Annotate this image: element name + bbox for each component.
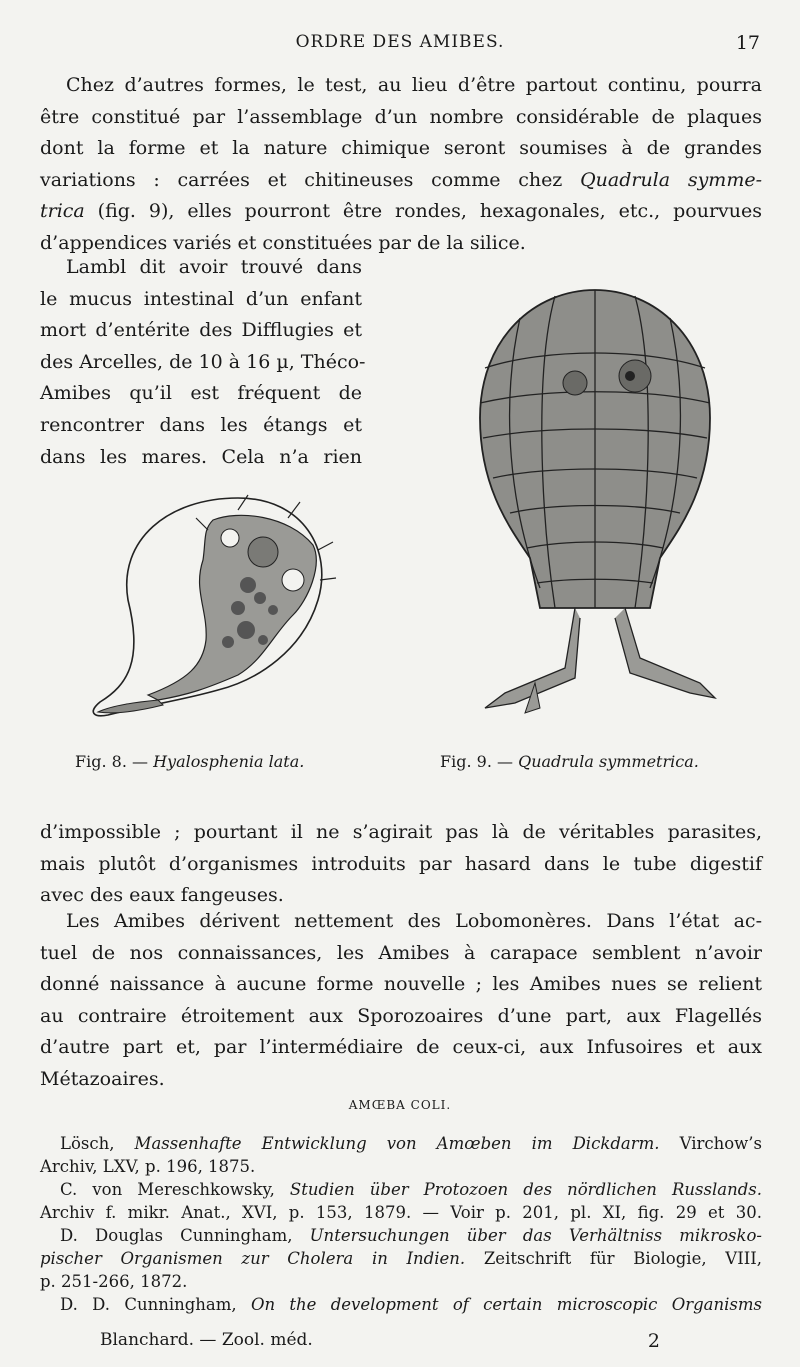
text-line bbox=[40, 165, 762, 197]
ref-title: On the development of certain microscopic Organisms bbox=[250, 1295, 762, 1314]
text-line: tuel de nos connaissances, les Amibes à carapace semblent n’avoir bbox=[40, 941, 762, 964]
text-line: être constitué par l’assemblage d’un nombre considérable de plaques bbox=[40, 105, 762, 128]
page-number: 17 bbox=[735, 32, 760, 54]
reference-line bbox=[40, 1178, 762, 1201]
text-line: rencontrer dans les étangs et bbox=[40, 413, 362, 436]
references bbox=[40, 1132, 762, 1316]
figure-9-name: Quadrula symmetrica. bbox=[518, 752, 699, 771]
ref-text: Lösch, bbox=[60, 1134, 135, 1153]
ref-text: p. 251-266, 1872. bbox=[40, 1272, 188, 1291]
figure-8-name: Hyalosphenia lata. bbox=[153, 752, 305, 771]
text-line: Chez d’autres formes, le test, au lieu d’être partout continu, pourra bbox=[66, 74, 762, 96]
footer-text: Blanchard. — Zool. méd. bbox=[100, 1330, 313, 1350]
running-title: ORDRE DES AMIBES. bbox=[295, 32, 505, 52]
footer bbox=[100, 1330, 660, 1350]
text-line: Amibes qu’il est fréquent de bbox=[40, 382, 362, 405]
figure-9-caption bbox=[440, 752, 699, 771]
figure-9-illustration bbox=[465, 288, 725, 718]
paragraph-1 bbox=[40, 70, 762, 260]
ref-title: pischer Organismen zur Cholera in Indien. bbox=[40, 1249, 466, 1268]
ref-text: D. Douglas Cunningham, bbox=[60, 1226, 310, 1245]
reference-line bbox=[40, 1155, 762, 1178]
text-line: donné naissance à aucune forme nouvelle ; les Amibes nues se relient bbox=[40, 973, 762, 996]
ref-title: Studien über Protozoen des nördlichen Russlands. bbox=[289, 1180, 762, 1199]
paragraph-3 bbox=[40, 817, 762, 912]
text-line: mort d’entérite des Difflugies et bbox=[40, 319, 362, 342]
text-line: Les Amibes dérivent nettement des Lobomonères. Dans l’état ac- bbox=[66, 910, 762, 932]
ref-text: Virchow’s bbox=[659, 1134, 762, 1153]
text-line: d’impossible ; pourtant il ne s’agirait pas là de véritables parasites, bbox=[40, 821, 762, 843]
reference-line bbox=[40, 1201, 762, 1224]
text-line: mais plutôt d’organismes introduits par hasard dans le tube digestif bbox=[40, 852, 762, 875]
text-line: le mucus intestinal d’un enfant bbox=[40, 287, 362, 310]
text-segment: variations : carrées et chitineuses comme chez bbox=[40, 168, 563, 191]
text-line: avec des eaux fangeuses. bbox=[40, 884, 284, 907]
reference-line bbox=[40, 1270, 762, 1293]
species-name: trica bbox=[40, 200, 85, 223]
paragraph-2 bbox=[40, 252, 366, 473]
text-line: dans les mares. Cela n’a rien bbox=[40, 445, 362, 468]
figure-8-label: Fig. 8. — bbox=[75, 752, 148, 771]
text-line: au contraire étroitement aux Sporozoaires d’une part, aux Flagellés bbox=[40, 1004, 762, 1027]
signature-mark: 2 bbox=[647, 1330, 660, 1352]
figure-8-caption bbox=[75, 752, 304, 771]
ref-text: Archiv f. mikr. Anat., XVI, p. 153, 1879. — Voir p. 201, pl. XI, fig. 29 et 30. bbox=[40, 1203, 762, 1222]
reference-line bbox=[40, 1293, 762, 1316]
ref-text: Zeitschrift für Biologie, VIII, bbox=[465, 1249, 762, 1268]
text-line: Métazoaires. bbox=[40, 1067, 165, 1090]
ref-text: D. D. Cunningham, bbox=[60, 1295, 251, 1314]
ref-title: Massenhafte Entwicklung von Amœben im Dickdarm. bbox=[134, 1134, 660, 1153]
text-line: dont la forme et la nature chimique seront soumises à de grandes bbox=[40, 137, 762, 160]
figure-9-label: Fig. 9. — bbox=[440, 752, 513, 771]
species-name: Quadrula symme- bbox=[580, 168, 762, 191]
reference-line bbox=[40, 1247, 762, 1270]
running-head bbox=[40, 32, 760, 58]
ref-text: C. von Mereschkowsky, bbox=[60, 1180, 290, 1199]
text-line: des Arcelles, de 10 à 16 µ, Théco- bbox=[40, 350, 366, 373]
reference-line bbox=[40, 1132, 762, 1155]
text-segment: (fig. 9), elles pourront être rondes, hexagonales, etc., pourvues bbox=[84, 200, 762, 223]
paragraph-4 bbox=[40, 906, 762, 1096]
text-line: Lambl dit avoir trouvé dans bbox=[66, 256, 362, 278]
text-line bbox=[40, 196, 762, 228]
section-heading: AMŒBA COLI. bbox=[348, 1098, 452, 1112]
figure-8-illustration bbox=[88, 490, 348, 735]
reference-line bbox=[40, 1224, 762, 1247]
ref-title: Untersuchungen über das Verhältniss mikrosko- bbox=[309, 1226, 762, 1245]
text-line: d’appendices variés et constituées par de la silice. bbox=[40, 231, 526, 254]
text-line: d’autre part et, par l’intermédiaire de ceux-ci, aux Infusoires et aux bbox=[40, 1036, 762, 1059]
ref-text: Archiv, LXV, p. 196, 1875. bbox=[40, 1157, 256, 1176]
